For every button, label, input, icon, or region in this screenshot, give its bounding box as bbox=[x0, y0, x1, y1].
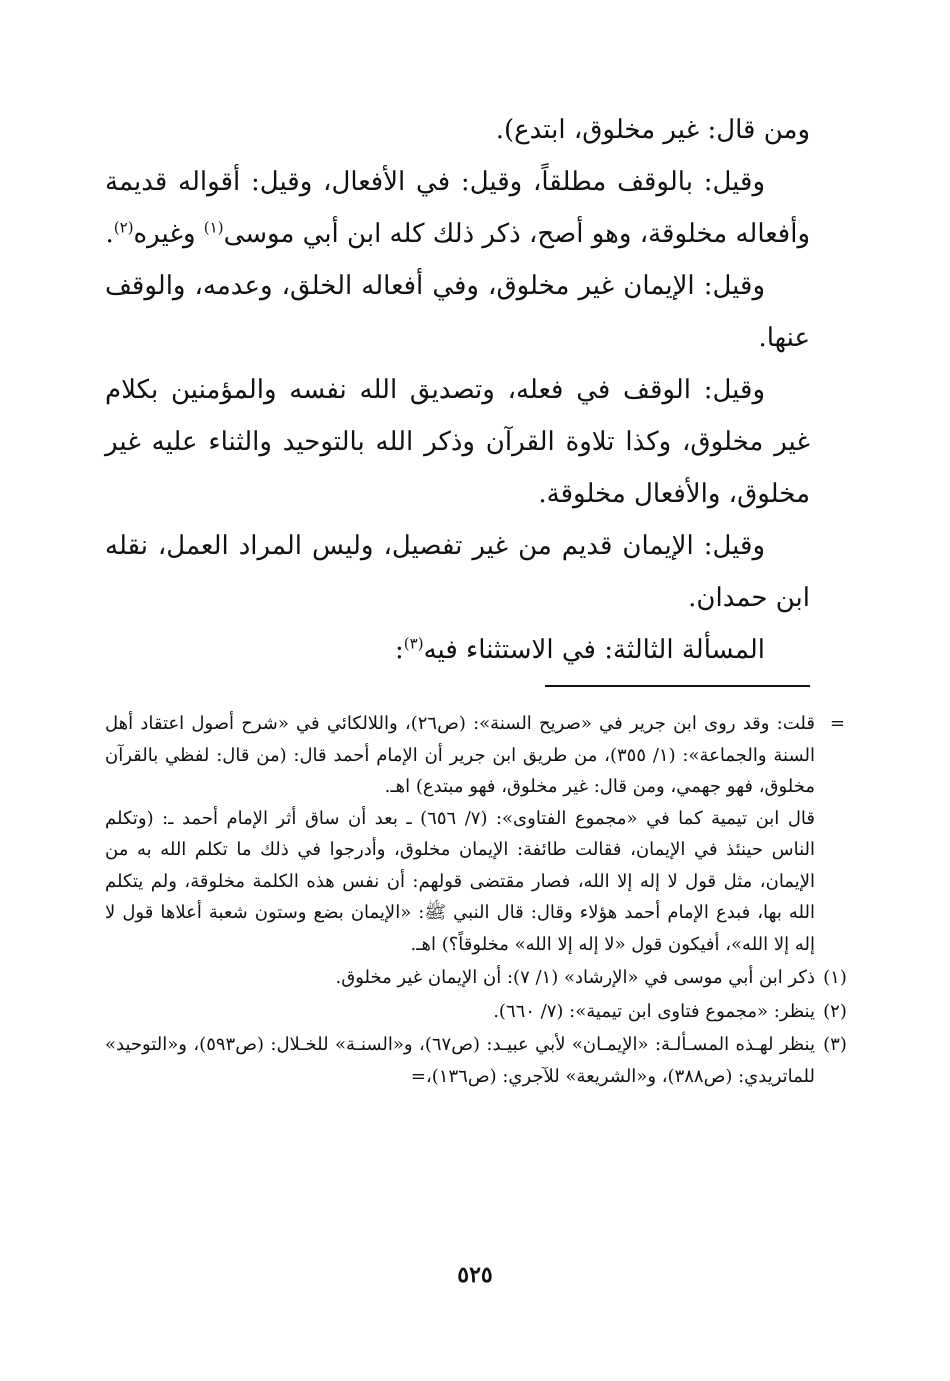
footnotes bbox=[105, 708, 847, 1094]
footnote-number: (١) bbox=[823, 967, 847, 988]
main-text bbox=[105, 104, 810, 676]
footnote-text: ذكر ابن أبي موسى في «الإرشاد» (١/ ٧): أن الإيمان غير مخلوق. bbox=[335, 967, 815, 988]
footnote-separator bbox=[545, 685, 810, 687]
section-heading: المسألة الثالثة: في الاستثناء فيه$^{(٣)}$: bbox=[395, 634, 765, 665]
footnote-text: ينظر: «مجموع فتاوى ابن تيمية»: (٧/ ٦٦٠). bbox=[493, 1000, 815, 1022]
footnote-text: ينظر لهـذه المسـألـة: «الإيمـان» لأبي عبيـد: (ص٦٧)، و«السنـة» للخـلال: (ص٥٩٣)، و«التوحيد» للماتريدي: (ص٣٨٨)، و«الشريعة» للآجري: (ص١٣٦)،= bbox=[105, 1034, 815, 1087]
paragraph-5: وقيل: الإيمان قديم من غير تفصيل، وليس المراد العمل، نقله ابن حمدان. bbox=[105, 531, 810, 613]
footnote-continuation bbox=[105, 708, 845, 960]
continuation-paragraph-1: قلت: وقد روى ابن جرير في «صريح السنة»: (ص٢٦)، واللالكائي في «شرح أصول اعتقاد أهل السنة والجماعة»: (١/ ٣٥٥)، من طريق ابن جرير أن الإمام أحمد قال: (من قال: لفظي بالقرآن مخلوق، فهو جهمي، ومن قال: غير مخلوق، فهو مبتدع) اهـ. bbox=[105, 713, 815, 797]
footnote-ref-2[interactable]: (٢) bbox=[113, 218, 134, 237]
footnote-2 bbox=[105, 996, 847, 1028]
footnote-number: (٢) bbox=[823, 1000, 847, 1022]
page-number: ٥٢٥ bbox=[457, 1262, 493, 1288]
footnote-1 bbox=[105, 962, 847, 994]
footnote-number: (٣) bbox=[823, 1034, 847, 1055]
paragraph-1: ومن قال: غير مخلوق، ابتدع). bbox=[495, 115, 810, 145]
paragraph-3: وقيل: الإيمان غير مخلوق، وفي أفعاله الخلق، وعدمه، والوقف عنها. bbox=[105, 271, 810, 353]
continuation-paragraph-2: قال ابن تيمية كما في «مجموع الفتاوى»: (٧/ ٦٥٦) ـ بعد أن ساق أثر الإمام أحمد ـ: (وتكلم الناس حينئذ في الإيمان، فقالت طائفة: الإيمان مخلوق، وأدرجوا في ذلك ما تكلم الله به من الإيمان، مثل قول لا إله إلا الله، فصار مقتضى قولهم: أن نفس هذه الكلمة مخلوقة، ولم يتكلم الله بها، فبدع الإمام أحمد هؤلاء وقال: قال النبي ﷺ: «الإيمان بضع وستون شعبة أعلاها قول لا إله إلا الله»، أفيكون قول «لا إله إلا الله» مخلوقاً؟) اهـ. bbox=[105, 807, 815, 955]
continuation-marker: = bbox=[829, 713, 845, 734]
footnote-3 bbox=[105, 1029, 847, 1092]
footnote-ref-1[interactable]: (١) bbox=[203, 218, 224, 237]
footnote-ref-3[interactable]: (٣) bbox=[403, 634, 424, 653]
paragraph-2: وقيل: بالوقف مطلقاً، وقيل: في الأفعال، وقيل: أقواله قديمة وأفعاله مخلوقة، وهو أصح، ذكر ذلك كله ابن أبي موسى$^{(١)}$ وغيره$^{(٢)}$. bbox=[105, 167, 810, 249]
paragraph-4: وقيل: الوقف في فعله، وتصديق الله نفسه والمؤمنين بكلام غير مخلوق، وكذا تلاوة القرآن وذكر الله بالتوحيد والثناء عليه غير مخلوق، والأفعال مخلوقة. bbox=[105, 375, 810, 509]
